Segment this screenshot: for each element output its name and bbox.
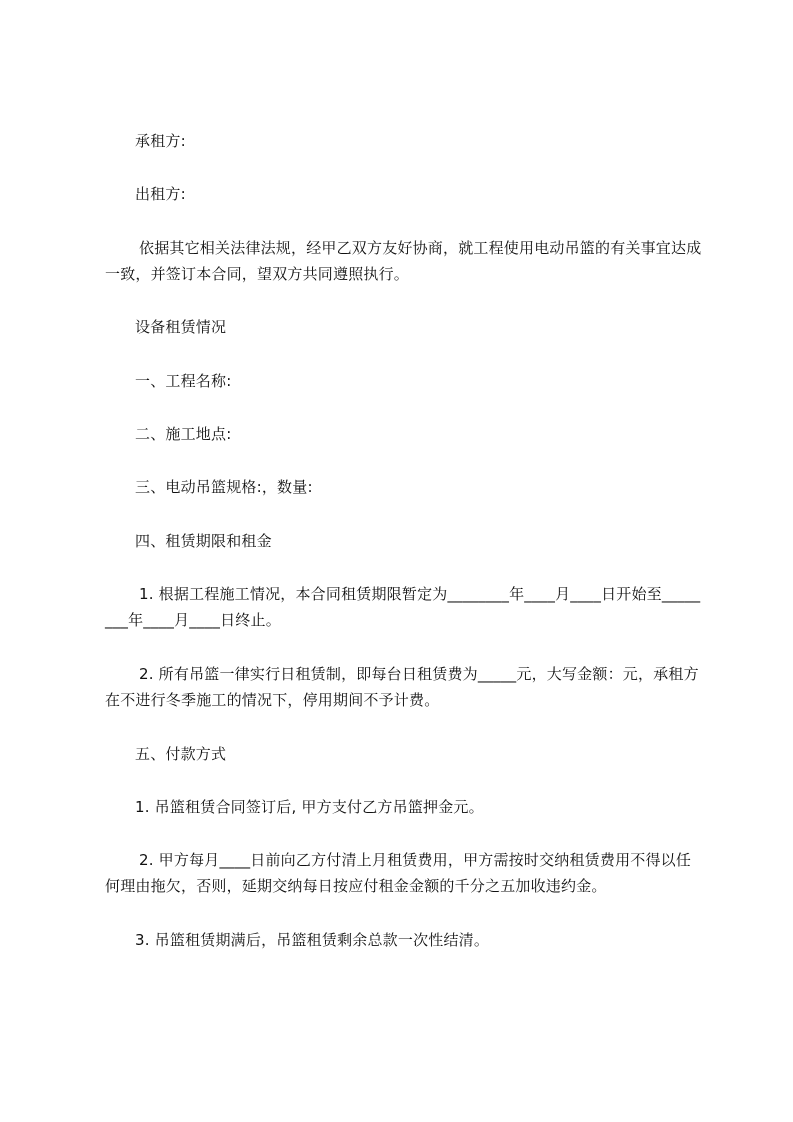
term-clause-2: 2. 所有吊篮一律实行日租赁制，即每台日租赁费为_____元，大写金额：元，承租方在不进行冬季施工的情况下，停用期间不予计费。 (105, 665, 699, 709)
term-clause-1: 1. 根据工程施工情况，本合同租赁期限暂定为________年____月____日开始至________年____月____日终止。 (105, 585, 701, 629)
payment-clause-3: 3. 吊篮租赁期满后，吊篮租赁剩余总款一次性结清。 (135, 931, 490, 949)
spec-line: 三、电动吊篮规格:，数量: (135, 478, 313, 496)
payment-clause-2: 2. 甲方每月____日前向乙方付清上月租赁费用，甲方需按时交纳租赁费用不得以任何理由拖欠，否则，延期交纳每日按应付租金金额的千分之五加收违约金。 (105, 851, 692, 895)
lessor-line: 出租方: (135, 185, 186, 203)
lessee-line: 承租方: (135, 132, 186, 150)
section-equipment-heading: 设备租赁情况 (135, 318, 227, 336)
payment-heading: 五、付款方式 (135, 745, 227, 763)
payment-clause-1: 1. 吊篮租赁合同签订后, 甲方支付乙方吊篮押金元。 (135, 798, 484, 816)
intro-paragraph: 依据其它相关法律法规，经甲乙双方友好协商，就工程使用电动吊篮的有关事宜达成一致，并签订本合同，望双方共同遵照执行。 (105, 239, 702, 283)
term-heading: 四、租赁期限和租金 (135, 532, 272, 550)
project-name-line: 一、工程名称: (135, 372, 232, 390)
location-line: 二、施工地点: (135, 425, 232, 443)
